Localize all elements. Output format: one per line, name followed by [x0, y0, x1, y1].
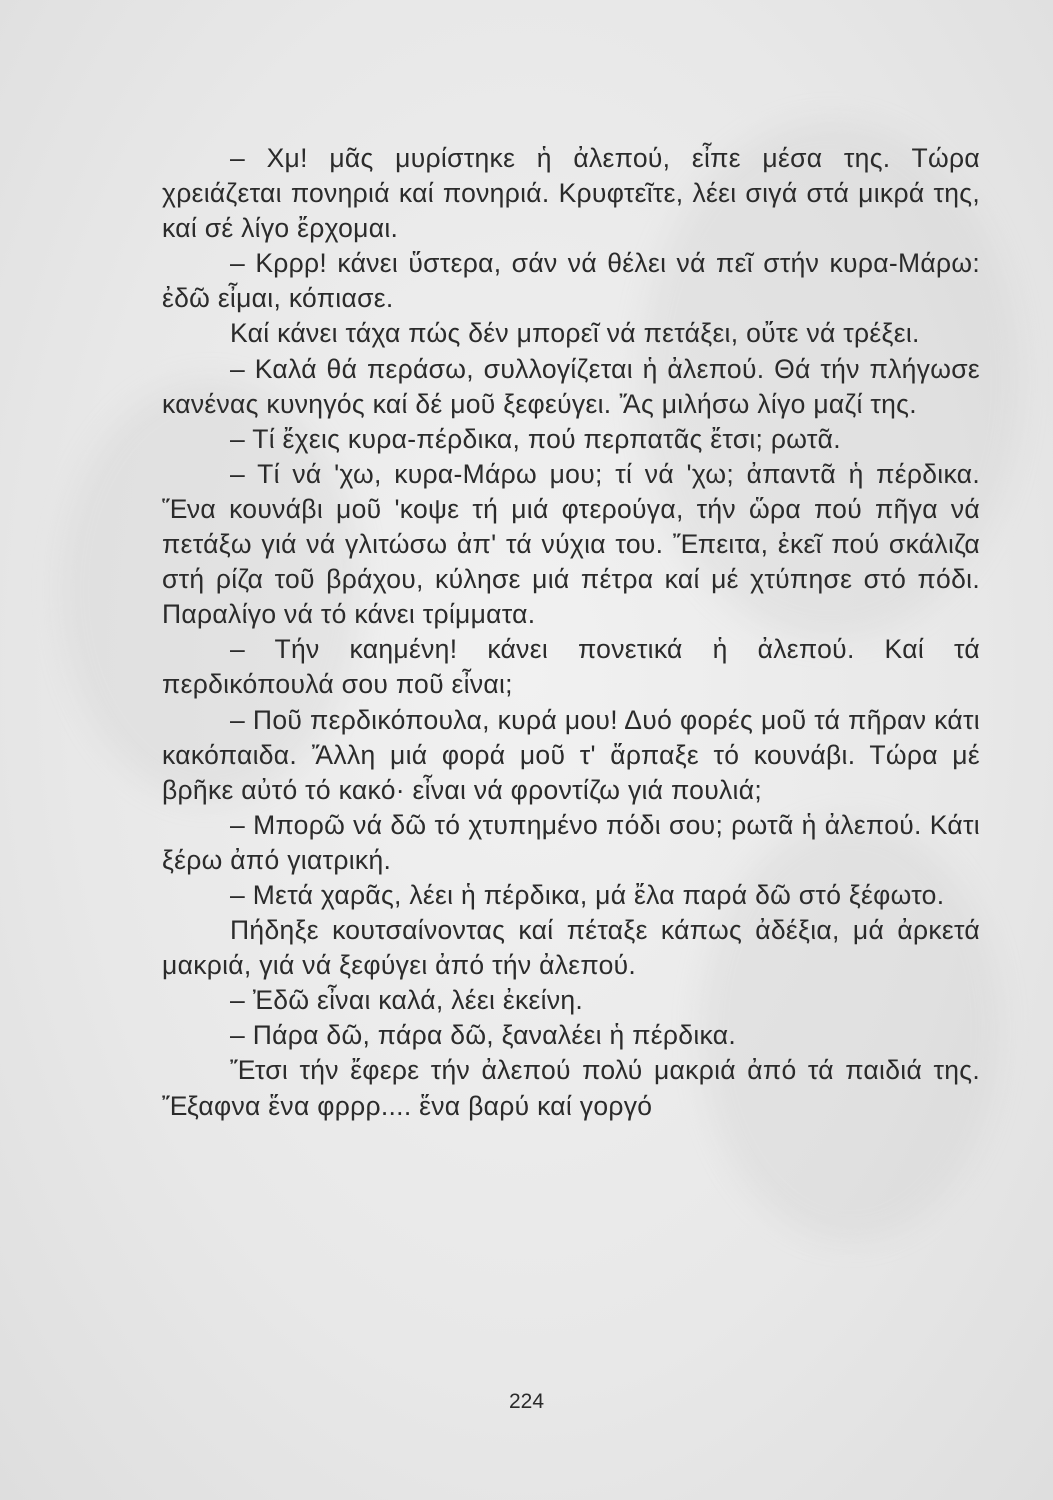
paragraph: – Πάρα δῶ, πάρα δῶ, ξαναλέει ἡ πέρδικα. [230, 1020, 737, 1051]
paragraph: – Τί ἔχεις κυρα-πέρδικα, πού περπατᾶς ἔτσι; ρωτᾶ. [230, 423, 841, 454]
paragraph: – Μπορῶ νά δῶ τό χτυπημένο πόδι σου; ρωτᾶ ἡ ἀλεπού. Κάτι ξέρω ἀπό γιατρική. [162, 809, 980, 875]
paragraph: – Ποῦ περδικόπουλα, κυρά μου! Δυό φορές μοῦ τά πῆραν κάτι κακόπαιδα. Ἄλλη μιά φορά μοῦ τ' ἅρπαξε τό κουνάβι. Τώρα μέ βρῆκε αὐτό τό κακό· εἶναι νά φροντίζω γιά πουλιά; [162, 704, 980, 805]
body-text [162, 141, 980, 1124]
paragraph: Πήδηξε κουτσαίνοντας καί πέταξε κάπως ἀδέξια, μά ἀρκετά μακριά, γιά νά ξεφύγει ἀπό τήν ἀλεπού. [162, 915, 980, 981]
paragraph: – Ἐδῶ εἶναι καλά, λέει ἐκείνη. [230, 985, 584, 1016]
paragraph: – Κρρρ! κάνει ὕστερα, σάν νά θέλει νά πεῖ στήν κυρα-Μάρω: ἐδῶ εἶμαι, κόπιασε. [162, 248, 980, 314]
paragraph: Καί κάνει τάχα πώς δέν μπορεῖ νά πετάξει, οὔτε νά τρέξει. [230, 318, 920, 349]
paragraph: – Τί νά 'χω, κυρα-Μάρω μου; τί νά 'χω; ἀπαντᾶ ἡ πέρδικα. Ἕνα κουνάβι μοῦ 'κοψε τή μιά φτερούγα, τήν ὥρα πού πῆγα νά πετάξω γιά νά γλιτώσω ἀπ' τά νύχια του. Ἔπειτα, ἐκεῖ πού σκάλιζα στή ρίζα τοῦ βράχου, κύλησε μιά πέτρα καί μέ χτύπησε στό πόδι. Παραλίγο νά τό κάνει τρίμματα. [162, 458, 980, 630]
paragraph: Ἔτσι τήν ἔφερε τήν ἀλεπού πολύ μακριά ἀπό τά παιδιά της. Ἔξαφνα ἕνα φρρρ.... ἕνα βαρύ καί γοργό [162, 1055, 980, 1121]
paragraph: – Καλά θά περάσω, συλλογίζεται ἡ ἀλεπού. Θά τήν πλήγωσε κανένας κυνηγός καί δέ μοῦ ξεφεύγει. Ἄς μιλήσω λίγο μαζί της. [162, 353, 980, 419]
paragraph: – Μετά χαρᾶς, λέει ἡ πέρδικα, μά ἔλα παρά δῶ στό ξέφωτο. [230, 879, 945, 910]
page-number: 224 [508, 1390, 545, 1413]
paragraph: – Τήν καημένη! κάνει πονετικά ἡ ἀλεπού. Καί τά περδικόπουλά σου ποῦ εἶναι; [162, 634, 980, 700]
paragraph: – Χμ! μᾶς μυρίστηκε ἡ ἀλεπού, εἶπε μέσα της. Τώρα χρειάζεται πονηριά καί πονηριά. Κρυφτεῖτε, λέει σιγά στά μικρά της, καί σέ λίγο ἔρχομαι. [162, 143, 980, 244]
